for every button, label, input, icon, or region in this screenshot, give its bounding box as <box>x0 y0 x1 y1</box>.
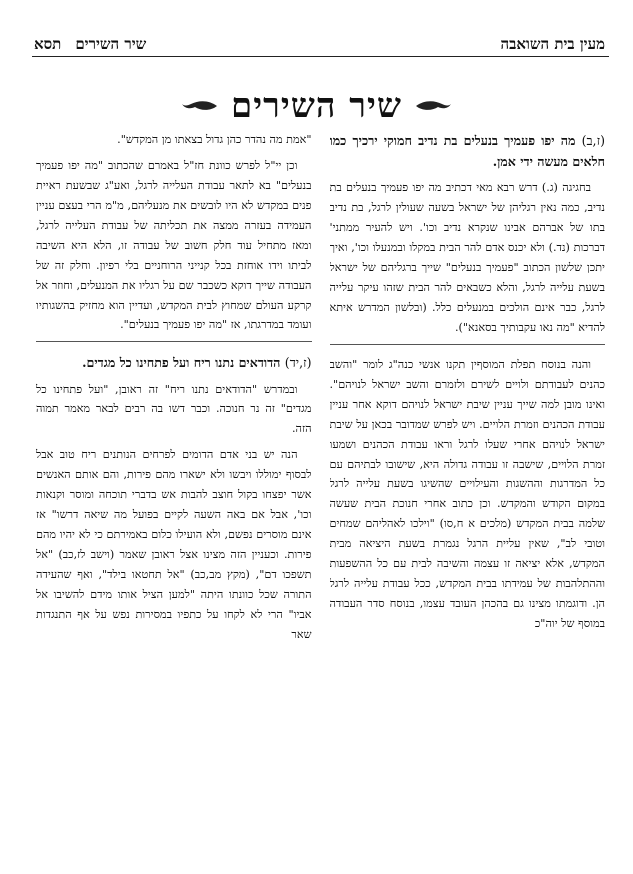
header-rule <box>32 56 609 57</box>
paragraph: והנה בנוסח תפלת המוסףין תקנו אנשי כנה"ג לומר "והשב כהנים לעבודתם ולויים לשירם ולזמרם והשב ישראל לנויהם". ואינו מובן למה שייך עניין שיבת ישראל לנויהם דוקא אחר עניין עבודת הכהנים וזמרת הלויים. ויש לפרש שמדובר בכאן על שיבת ישראל לנויהם אחרי שעלו לרגל וראו עבודת הכהנים ושמעו זמרת הלויים, שישבה זו עבודה גדולה היא, שישובו לבתיהם עם כל המדרגות וההשגות והעילויים שהשיגו בשעת עלייה לרגל במקום הקודש והמקדש. וכן כתוב אחרי חנוכת הבית שעשה שלמה בבית המקדש (מלכים א ח,סו) "וילכו לאהליהם שמחים וטובי לב", שאין עליית הרגל נגמרת בשעת היציאה מבית המקדש, אלא יציאה זו עצמה והשיבה לבית עם כל ההשפעות וההתלהבות של עמידתו בבית המקדש, ככל עבודת עלייה לרגל הן. ודוגמתו מצינו גם בהכהן העובד עצמו, בנוסח סדר העבודה במוסף של יוה"כ <box>329 357 605 630</box>
ornament-right-icon <box>414 99 452 113</box>
verse-ref: (ז,יד) <box>284 355 312 371</box>
paragraph: ובמדרש "הדודאים נתנו ריח" זה ראובן, "ועל פתחינו כל מגדים" זה נר חנוכה. וכבר דשו בה רבים לבאר מאמר תמוה הזה. <box>36 382 312 436</box>
paragraph: וכן יי"ל לפרש כוונת חז"ל באמרם שהכתוב "מה יפו פעמיך בנעלים" בא לתאר עבודת העלייה לרגל, ואע"ג שבשעת ראיית פנים במקדש לא היו לובשים את מנעליהם, מ"מ הרי בעצם עניין העמידה בעזרה ממצה את תכליתה של עבודת העלייה לרגל, ומאז מתחיל עוד חלק חשוב של עבודה זו, הלא היא השיבה לביתו וידו אוחזת בכל קנייני הרוחניים בלי רפיון. וחלק זה של העבודה שייך דוקא כשכבר שם על רגליו את המנעלים, וחוזר אל קרקע העולם שמחוץ לבית המקדש, ועדיין הוא מחזיק בהשגותיו ועומד במדרגתו, אז "מה יפו פעמיך בנעלים". <box>36 158 312 332</box>
separator <box>36 341 312 342</box>
verse-text: מה יפו פעמיך בנעלים בת נדיב חמוקי ירכיך כמו חלאים מעשה ידי אמן. <box>329 133 605 170</box>
separator <box>330 344 606 345</box>
ornament-left-icon <box>181 99 219 113</box>
running-head-section-title: שיר השירים <box>75 34 147 53</box>
page-number: תסא <box>34 34 62 53</box>
verse-heading-7-2 <box>330 130 606 172</box>
running-head-book-title: מעין בית השואבה <box>500 34 605 53</box>
verse-text: הדודאים נתנו ריח ועל פתחינו כל מגדים. <box>82 355 281 371</box>
running-head-section <box>34 35 146 54</box>
right-column <box>330 130 606 854</box>
paragraph: בחגיגה (ג.) דרש רבא מאי דכתיב מה יפו פעמיך בנעלים בת נדיב, כמה נאין רגליהן של ישראל בשעה שעולין לרגל, בת נדיב בתו של אברהם אבינו שנקרא נדיב וכו'. ויש להעיר ממתני' דברכות (נד.) ולא יכנס אדם להר הבית במקלו ובמנעלו וכו', ואיך יתכן שלשון הכתוב "פעמיך בנעלים" שייך ברגליהם של ישראל בשעת עלייה לרגל, והלא כשבאים להר הבית שזהו עיקר עלייה לרגל, כבר אינם הולכים במנעלים כלל. (ובלשון המדרש איתא להדיא "מה נאו עקבותיך בסאנא"). <box>329 181 605 334</box>
running-head <box>34 34 605 54</box>
verse-heading-7-14 <box>36 352 312 373</box>
left-column <box>36 130 312 854</box>
title-block <box>0 86 633 126</box>
text-columns <box>36 130 605 854</box>
paragraph: "אמת מה נהדר כהן גדול בצאתו מן המקדש". <box>117 133 312 146</box>
page-title: שיר השירים <box>231 86 402 126</box>
paragraph: הנה יש בני אדם הדומים לפרחים הנותנים ריח טוב אבל לבסוף ימוללו ויבשו ולא ישארו מהם פירות, והם אותם האנשים אשר יפצחו בקול חוצב להבות אש בדברי תוכחה ומוסר וקנאות וכו', אבל אם באה השעה לקיים בפועל מה שיאה דרשו" אז אינם מוסרים נפשם, ולא הועילו כלום באמירתם כי לא יהיו מהם פירות. וכעניין הזה מצינו אצל ראובן שאמר (וישב לז,כב) "אל תשפכו דם", (מקץ מב,כב) "אל תחטאו בילד", ואף שהעידה התורה שכל כוונתו היתה "למען הציל אותו מידם להשיבו אל אביו" הרי לא לקחו על כתפיו במסירות נפש על אף התנגדות שאר <box>36 448 312 641</box>
verse-ref: (ז,ב) <box>581 133 605 148</box>
